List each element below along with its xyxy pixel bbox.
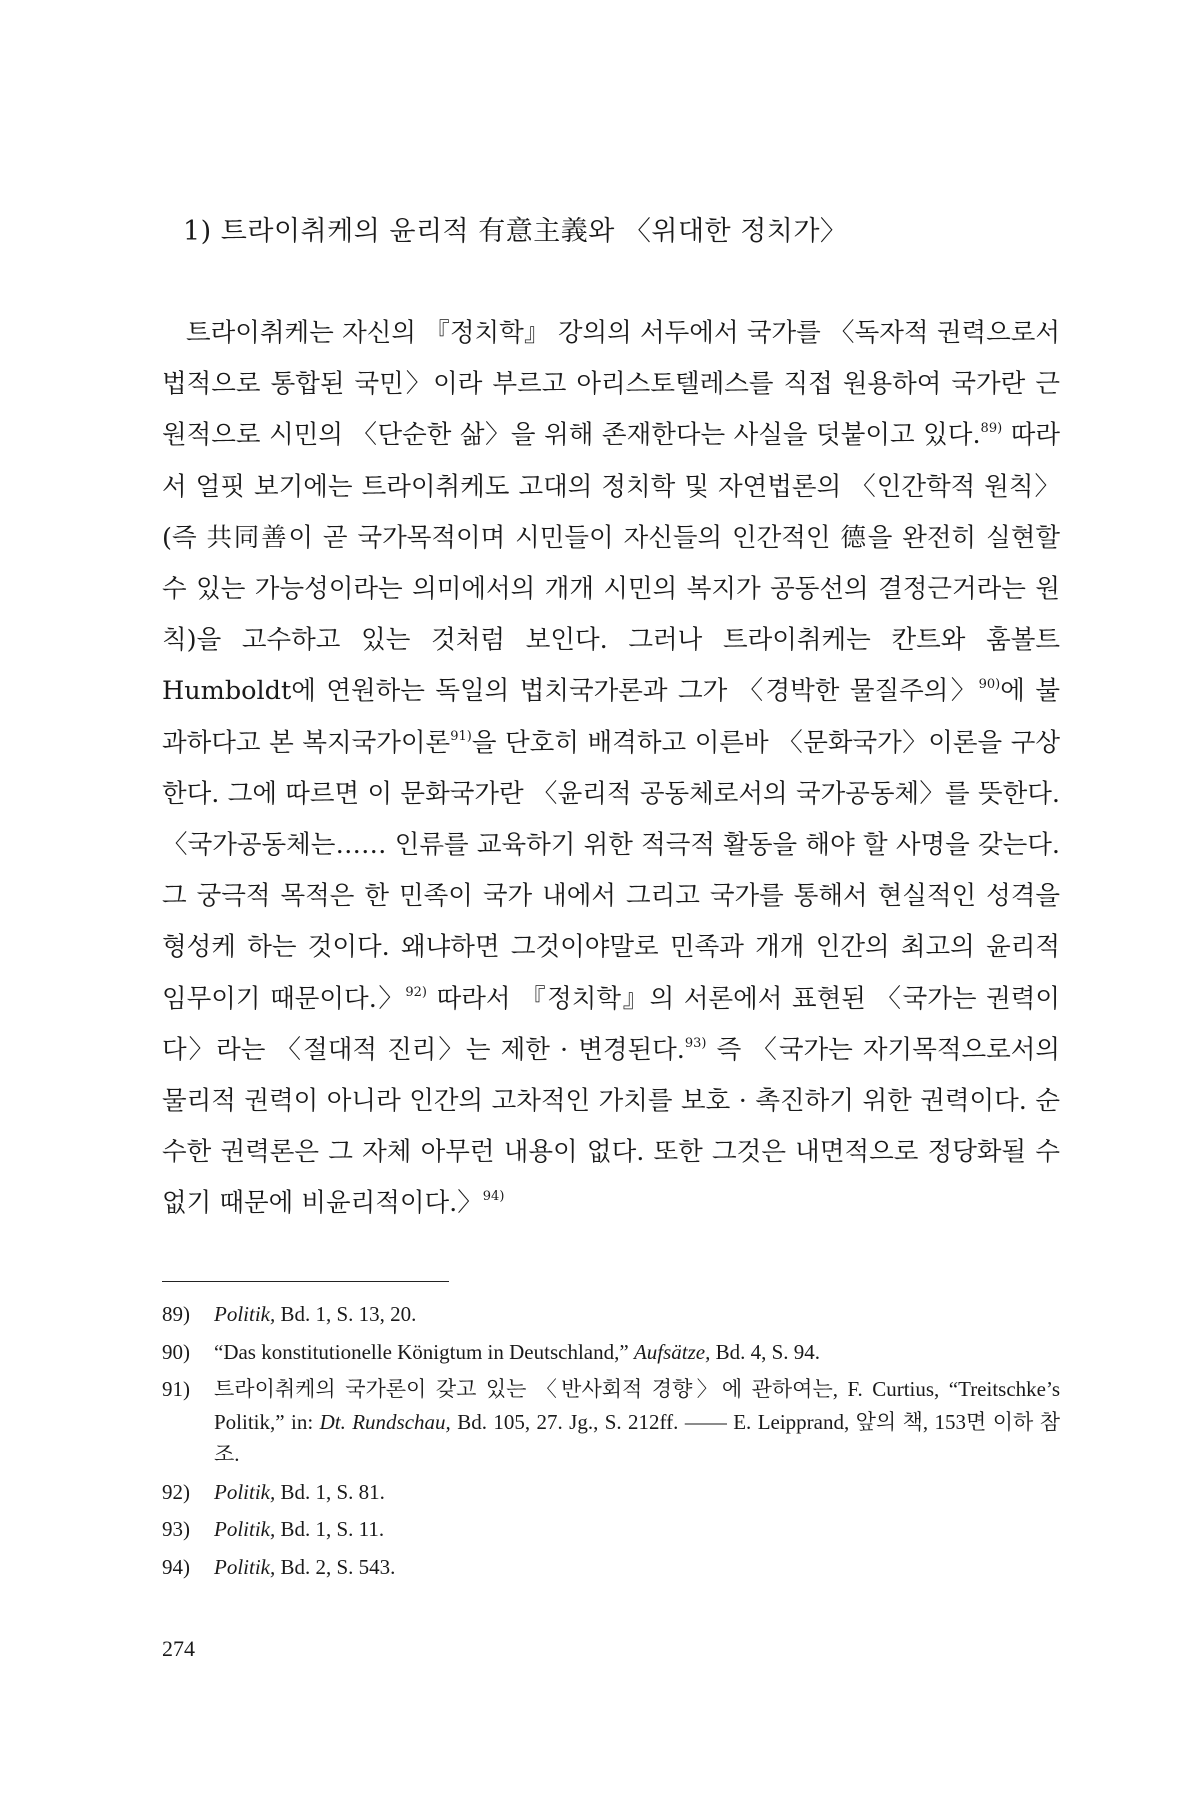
footnote-title: Aufsätze, [633, 1339, 711, 1364]
footnote-number: 91) [162, 1377, 190, 1401]
footnote-citation: Bd. 1, S. 11. [275, 1517, 385, 1541]
footnote-ref-94[interactable]: 94) [482, 1189, 505, 1205]
footnote-number: 89) [162, 1302, 190, 1326]
footnote-text [214, 1551, 1060, 1584]
page-number: 274 [162, 1636, 195, 1661]
footnote-text [214, 1513, 1060, 1546]
footnote-text [214, 1476, 1060, 1509]
footnote-number: 94) [162, 1554, 190, 1579]
footnote-ref-93[interactable]: 93) [684, 1035, 707, 1051]
body-text-run: 에 불과하다고 본 복지국가이론 [162, 676, 1060, 758]
footnote-ref-89[interactable]: 89) [980, 421, 1003, 437]
footnote-ref-90[interactable]: 90) [978, 677, 1001, 693]
footnote-citation: Bd. 2, S. 543. [275, 1554, 396, 1579]
footnote-ref-91[interactable]: 91) [450, 728, 472, 744]
footnote-number: 92) [162, 1479, 190, 1504]
body-text-run: 트라이취케는 자신의 『정치학』 강의의 서두에서 국가를 〈독자적 권력으로서 법적으로 통합된 국민〉이라 부르고 아리스토텔레스를 직접 원용하여 국가란 근원적으로 시민의 〈단순한 삶〉을 위해 존재한다는 사실을 덧붙이고 있다. [162, 318, 1060, 451]
body-text-run: 즉 〈국가는 자기목적으로서의 물리적 권력이 아니라 인간의 고차적인 가치를 보호 · 촉진하기 위한 권력이다. 순수한 권력론은 그 자체 아무런 내용이 없다. 또한 그것은 내면적으로 정당화될 수 없기 때문에 비윤리적이다.〉 [162, 1034, 1060, 1219]
footnote-article: “Das konstitutionelle Königtum in Deutschland,” [214, 1339, 634, 1364]
footnote-ref-92[interactable]: 92) [405, 984, 427, 1000]
footnote-91 [162, 1373, 1060, 1471]
footnote-number: 93) [162, 1517, 190, 1541]
footnote-number: 90) [162, 1339, 190, 1364]
footnote-89 [162, 1298, 1060, 1331]
footnote-divider [162, 1281, 449, 1282]
body-text-run: 따라서 『정치학』의 서론에서 표현된 〈국가는 권력이다〉라는 〈절대적 진리〉는 제한 · 변경된다. [162, 983, 1061, 1065]
footnote-title: Politik, [214, 1517, 276, 1541]
footnote-citation: Bd. 1, S. 13, 20. [275, 1302, 417, 1326]
footnote-text [214, 1336, 1060, 1369]
section-heading: 1) 트라이취케의 윤리적 有意主義와 〈위대한 정치가〉 [183, 216, 848, 247]
footnote-title: Dt. Rundschau, [319, 1409, 451, 1434]
footnote-citation: Bd. 105, 27. Jg., S. 212ff. —— E. Leipprand, 앞의 책, 153면 이하 참조. [214, 1409, 1060, 1466]
footnote-citation: Bd. 4, S. 94. [710, 1339, 821, 1364]
footnote-90 [162, 1336, 1060, 1369]
footnote-94 [162, 1551, 1060, 1584]
body-paragraph [162, 308, 1060, 1230]
footnote-92 [162, 1476, 1060, 1509]
footnote-text [214, 1298, 1060, 1331]
footnote-93 [162, 1513, 1060, 1546]
footnote-list [162, 1298, 1060, 1588]
body-text-run: 따라서 얼핏 보기에는 트라이취케도 고대의 정치학 및 자연법론의 〈인간학적 원칙〉(즉 共同善이 곧 국가목적이며 시민들이 자신들의 인간적인 德을 완전히 실현할 수 있는 가능성이라는 의미에서의 개개 시민의 복지가 공동선의 결정근거라는 원칙)을 고수하고 있는 것처럼 보인다. 그러나 트라이취케는 칸트와 훔볼트 Humboldt에 연원하는 독일의 법치국가론과 그가 〈경박한 물질주의〉 [162, 420, 1060, 707]
footnote-title: Politik, [214, 1554, 276, 1579]
footnote-article: 트라이취케의 국가론이 갖고 있는 〈반사회적 경향〉에 관하여는, F. Curtius, “Treitschke’s Politik,” in: [214, 1377, 1060, 1434]
footnote-title: Politik, [214, 1302, 276, 1326]
footnote-text [214, 1373, 1060, 1471]
footnote-title: Politik, [214, 1479, 276, 1504]
footnote-citation: Bd. 1, S. 81. [275, 1479, 385, 1504]
body-text-run: 을 단호히 배격하고 이른바 〈문화국가〉이론을 구상한다. 그에 따르면 이 문화국가란 〈윤리적 공동체로서의 국가공동체〉를 뜻한다. 〈국가공동체는…… 인류를 교육하기 위한 적극적 활동을 해야 할 사명을 갖는다. 그 궁극적 목적은 한 민족이 국가 내에서 그리고 국가를 통해서 현실적인 성격을 형성케 하는 것이다. 왜냐하면 그것이야말로 민족과 개개 인간의 최고의 윤리적 임무이기 때문이다.〉 [162, 727, 1060, 1014]
